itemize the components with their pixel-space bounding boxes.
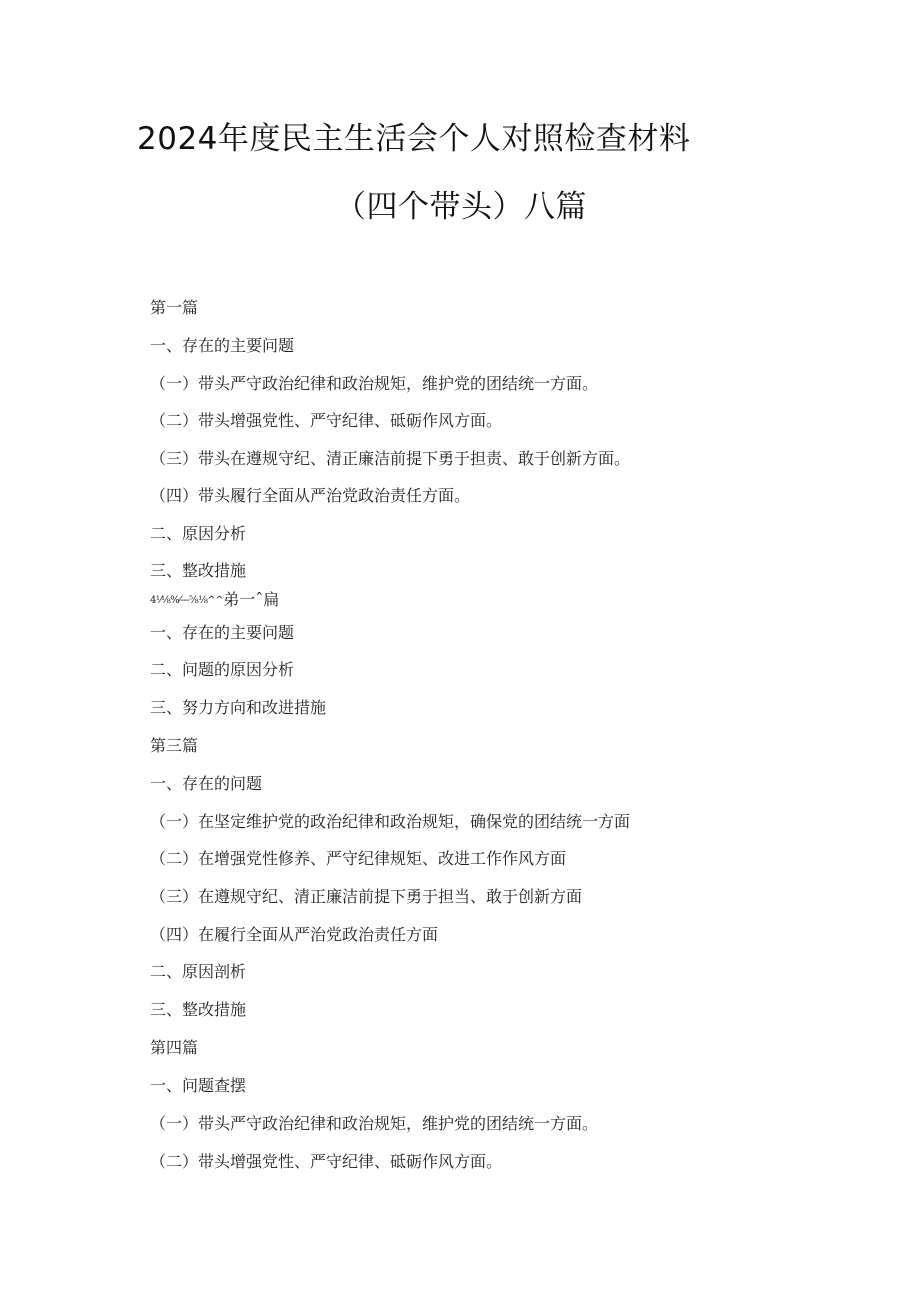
outline-item: 一、存在的主要问题 xyxy=(150,623,295,642)
outline-item: 三、整改措施 xyxy=(150,1000,247,1019)
section-heading-part-4: 第四篇 xyxy=(150,1038,199,1057)
section-heading-part-1: 第一篇 xyxy=(150,298,199,317)
outline-subitem: （三）带头在遵规守纪、清正廉洁前提下勇于担责、敢于创新方面。 xyxy=(150,449,631,468)
outline-item: 三、整改措施 xyxy=(150,561,247,580)
outline-subitem: （四）带头履行全面从严治党政治责任方面。 xyxy=(150,486,471,505)
outline-item: 一、问题查摆 xyxy=(150,1076,247,1095)
section-heading-part-3: 第三篇 xyxy=(150,736,199,755)
outline-item: 一、存在的主要问题 xyxy=(150,336,295,355)
outline-subitem: （三）在遵规守纪、清正廉洁前提下勇于担当、敢于创新方面 xyxy=(150,887,583,906)
outline-item: 二、原因分析 xyxy=(150,524,247,543)
outline-subitem: （一）带头严守政治纪律和政治规矩，维护党的团结统一方面。 xyxy=(150,1114,599,1133)
outline-subitem: （一）带头严守政治纪律和政治规矩，维护党的团结统一方面。 xyxy=(150,374,599,393)
document-title-line-1: 2024年度民主生活会个人对照检查材料 xyxy=(137,121,691,157)
garbled-heading-text: 弟一ˆ扁 xyxy=(223,590,280,609)
document-title-line-2: （四个带头）八篇 xyxy=(335,189,587,225)
outline-item: 一、存在的问题 xyxy=(150,774,263,793)
outline-item: 三、努力方向和改进措施 xyxy=(150,698,327,717)
outline-item: 二、问题的原因分析 xyxy=(150,660,295,679)
garbled-prefix: 4⅟⅛%⁄---⅝⅛^^ xyxy=(150,595,224,606)
outline-subitem: （二）在增强党性修养、严守纪律规矩、改进工作作风方面 xyxy=(150,849,567,868)
outline-subitem: （四）在履行全面从严治党政治责任方面 xyxy=(150,925,439,944)
outline-subitem: （一）在坚定维护党的政治纪律和政治规矩，确保党的团结统一方面 xyxy=(150,812,631,831)
section-heading-part-2 xyxy=(150,587,279,610)
outline-subitem: （二）带头增强党性、严守纪律、砥砺作风方面。 xyxy=(150,1152,503,1171)
outline-item: 二、原因剖析 xyxy=(150,962,247,981)
outline-subitem: （二）带头增强党性、严守纪律、砥砺作风方面。 xyxy=(150,411,503,430)
